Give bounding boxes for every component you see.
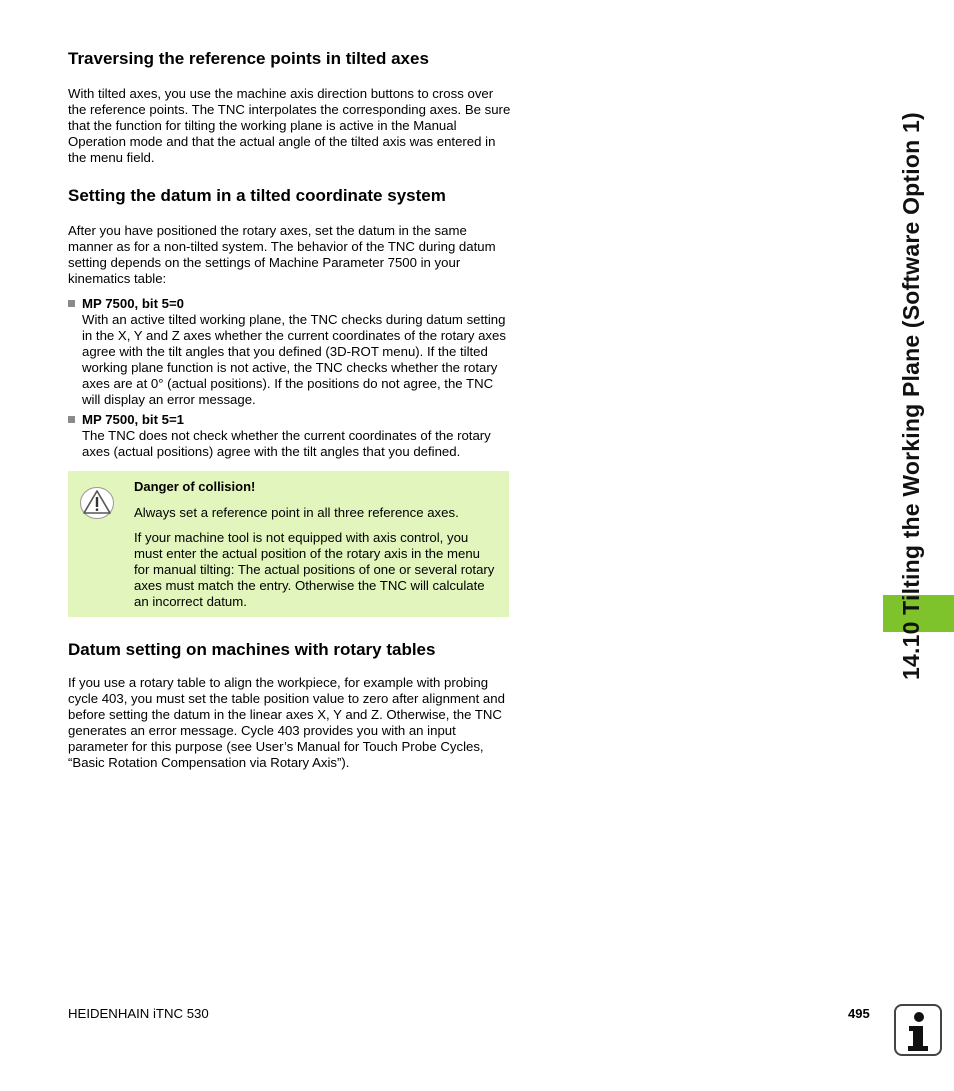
paragraph-traversing: With tilted axes, you use the machine axis direction buttons to cross over the reference points. The TNC interpolates the corresponding axes. Be sure that the function for tilting the working plane is active in the Manual Operation mode and that the actual angle of the tilted axis was entered in the menu field. <box>68 86 511 165</box>
bullet-text: With an active tilted working plane, the TNC checks during datum setting in the X, Y and Z axes whether the current coordinates of the rotary axes agree with the tilt angles that you defined (3D-ROT menu). If the tilted working plane function is not active, the TNC checks whether the rotary axes are at 0° (actual positions). If the positions do not agree, the TNC will display an error message. <box>82 312 506 407</box>
heading-datum-rotary-tables: Datum setting on machines with rotary tables <box>68 640 436 659</box>
page-number: 495 <box>848 1006 870 1021</box>
page-content <box>68 48 512 771</box>
warning-triangle-icon <box>80 487 114 519</box>
footer-product-name: HEIDENHAIN iTNC 530 <box>68 1006 209 1021</box>
paragraph-rotary-tables: If you use a rotary table to align the workpiece, for example with probing cycle 403, you must set the table position value to zero after alignment and before setting the datum in the linear axes X, Y and Z. Otherwise, the TNC generates an error message. Cycle 403 provides you with an input parameter for this purpose (see User’s Manual for Touch Probe Cycles, “Basic Rotation Compensation via Rotary Axis”). <box>68 675 505 770</box>
bullet-item-mp7500-bit5-0 <box>68 296 512 408</box>
paragraph-setting-datum: After you have positioned the rotary axes, set the datum in the same manner as for a non-tilted system. The behavior of the TNC during datum setting depends on the settings of Machine Parameter 7500 in your kinematics table: <box>68 223 496 286</box>
info-icon <box>894 1004 942 1056</box>
bullet-text: The TNC does not check whether the current coordinates of the rotary axes (actual positions) agree with the tilt angles that you defined. <box>82 428 491 459</box>
bullet-title: MP 7500, bit 5=1 <box>82 412 185 427</box>
bullet-title: MP 7500, bit 5=0 <box>82 296 185 311</box>
warning-paragraph-1: Always set a reference point in all three reference axes. <box>134 505 459 520</box>
heading-traversing-reference-points: Traversing the reference points in tilted axes <box>68 49 429 68</box>
collision-warning-box <box>68 471 509 617</box>
warning-paragraph-2: If your machine tool is not equipped with axis control, you must enter the actual position of the rotary axis in the menu for manual tilting: The actual positions of one or several rotary axes must match the entry. Otherwise the TNC will calculate an incorrect datum. <box>134 530 495 609</box>
bullet-square-icon <box>68 416 75 423</box>
warning-title: Danger of collision! <box>134 479 256 494</box>
heading-setting-datum-tilted: Setting the datum in a tilted coordinate system <box>68 186 446 205</box>
bullet-square-icon <box>68 300 75 307</box>
chapter-side-title-text: 14.10 Tilting the Working Plane (Software Option 1) <box>898 112 924 680</box>
bullet-item-mp7500-bit5-1 <box>68 412 512 460</box>
